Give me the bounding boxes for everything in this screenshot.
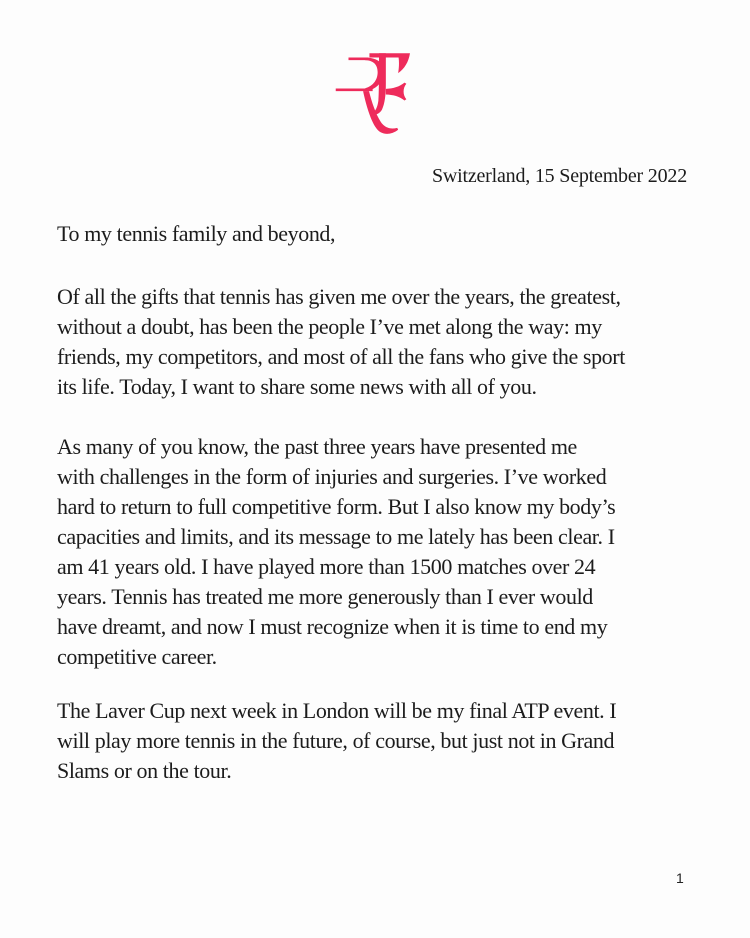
logo-r-shape — [336, 57, 398, 133]
text-line: am 41 years old. I have played more than 1500 matches over 24 — [57, 554, 596, 579]
text-line: As many of you know, the past three years have presented me — [57, 434, 577, 459]
text-line: The Laver Cup next week in London will be my final ATP event. I — [57, 698, 617, 723]
text-line: with challenges in the form of injuries and surgeries. I’ve worked — [57, 464, 607, 489]
page-number: 1 — [676, 870, 684, 886]
text-line: have dreamt, and now I must recognize when it is time to end my — [57, 614, 608, 639]
text-line: competitive career. — [57, 644, 217, 669]
paragraph-laver-cup — [57, 696, 616, 786]
rf-logo — [333, 47, 415, 139]
text-line: capacities and limits, and its message to me lately has been clear. I — [57, 524, 615, 549]
text-line: Of all the gifts that tennis has given me over the years, the greatest, — [57, 284, 621, 309]
text-line: friends, my competitors, and most of all the fans who give the sport — [57, 344, 625, 369]
text-line: without a doubt, has been the people I’ve met along the way: my — [57, 314, 602, 339]
text-line: its life. Today, I want to share some news with all of you. — [57, 374, 537, 399]
text-line: years. Tennis has treated me more generously than I ever would — [57, 584, 593, 609]
dateline: Switzerland, 15 September 2022 — [431, 165, 687, 187]
text-line: hard to return to full competitive form. But I also know my body’s — [57, 494, 616, 519]
paragraph-injuries — [57, 432, 615, 672]
text-line: will play more tennis in the future, of course, but just not in Grand — [57, 728, 615, 753]
rf-monogram-icon — [333, 47, 415, 139]
paragraph-gifts — [57, 282, 625, 402]
text-line: Slams or on the tour. — [57, 758, 232, 783]
salutation: To my tennis family and beyond, — [57, 221, 336, 246]
